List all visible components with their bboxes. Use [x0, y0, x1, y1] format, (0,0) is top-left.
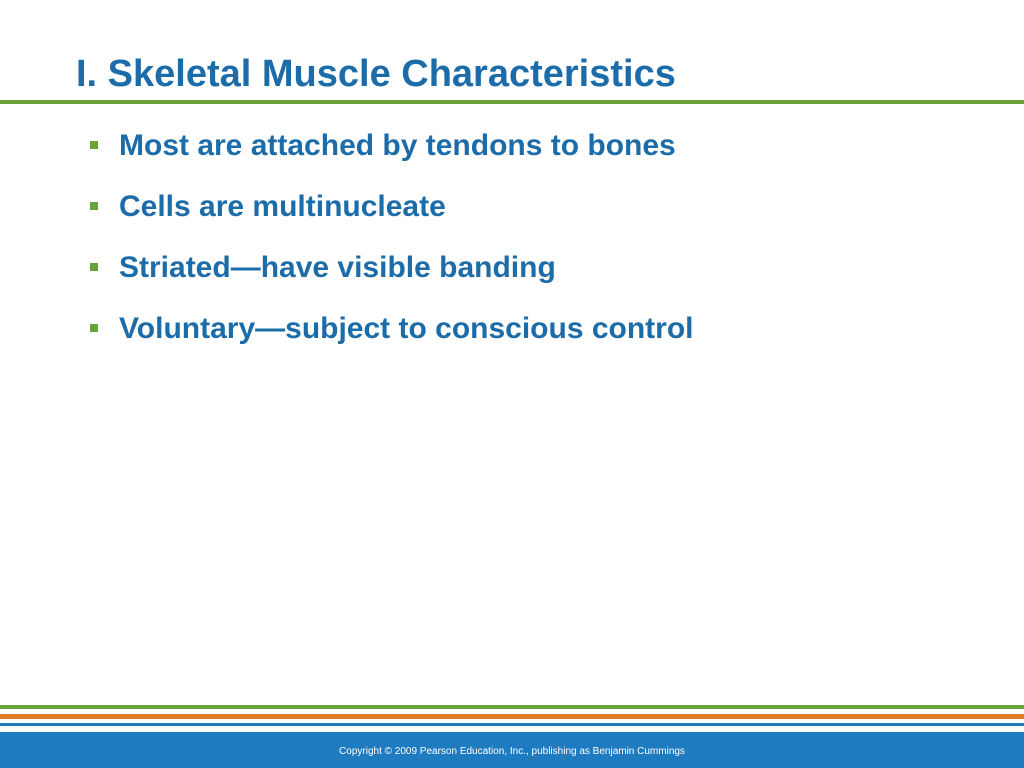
bullet-text: Voluntary—subject to conscious control — [119, 312, 694, 345]
footer-stripe-orange — [0, 714, 1024, 719]
bullet-list — [0, 122, 1024, 366]
bullet-item — [0, 244, 1024, 305]
bullet-item — [0, 122, 1024, 183]
bullet-text: Most are attached by tendons to bones — [119, 129, 676, 162]
footer-stripe-blue-thin — [0, 723, 1024, 726]
square-bullet-icon — [90, 324, 98, 332]
title-divider — [0, 100, 1024, 104]
bullet-text: Cells are multinucleate — [119, 190, 446, 223]
bullet-text: Striated—have visible banding — [119, 251, 556, 284]
square-bullet-icon — [90, 202, 98, 210]
bullet-item — [0, 305, 1024, 366]
footer-stripe-green — [0, 705, 1024, 709]
slide-title: I. Skeletal Muscle Characteristics — [76, 53, 676, 95]
square-bullet-icon — [90, 141, 98, 149]
square-bullet-icon — [90, 263, 98, 271]
bullet-item — [0, 183, 1024, 244]
copyright-notice: Copyright © 2009 Pearson Education, Inc., publishing as Benjamin Cummings — [339, 746, 685, 757]
